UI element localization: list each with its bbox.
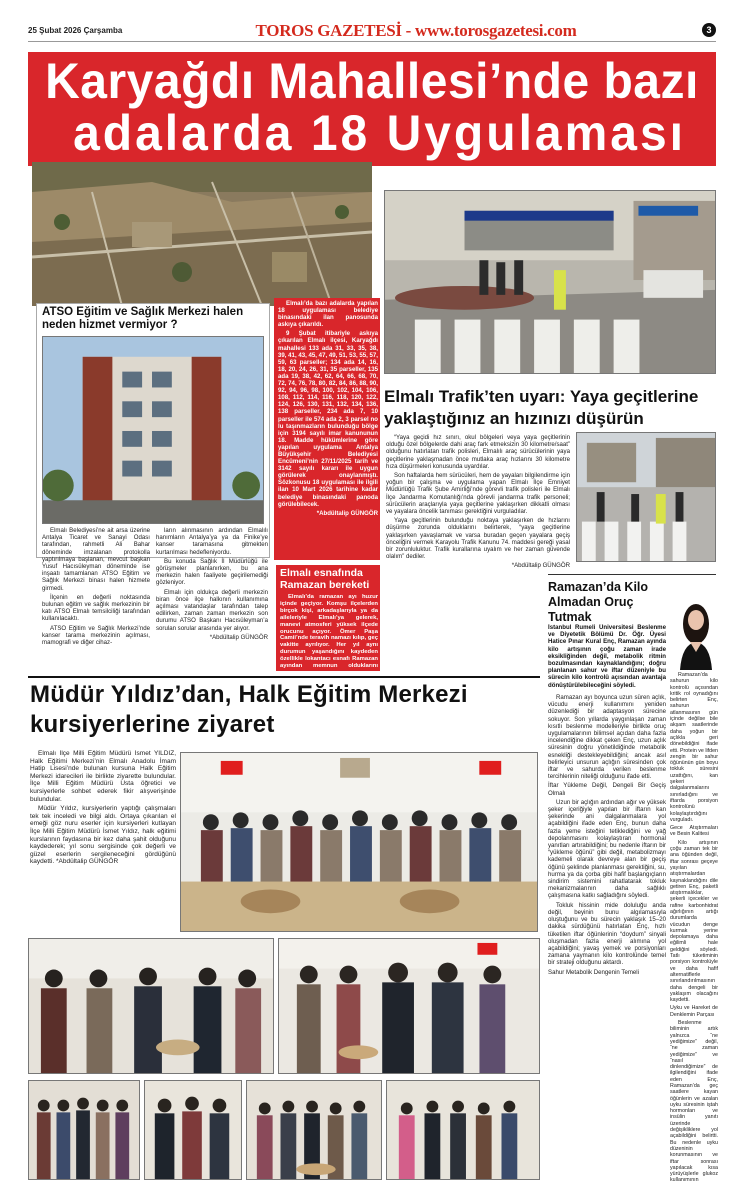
ramazan-col1-p1: Ramazan ayı boyunca uzun süren açlık, vücudu enerji kullanımını yeniden düzenlediği bir adaptasyon sürecine sokuyor. Son yıllarda yaygınlaşan zaman kısıtlı beslenme modelleriyle birlikte oruç uygulamalarının bilimsel açıdan daha fazla incelendiğine dikkat çeken Enç, uzun açlık süresinin doğru yönetildiğinde metabolik esnekliği destekleyebildiğini; ancak asıl belirleyici unsurun açlığın süresinden çok iftar ve sahurda verilen beslenme tercihlerinin niteliği olduğunu ifade etti. <box>548 694 666 781</box>
egitim-p1: Elmalı İlçe Milli Eğitim Müdürü İsmet YILDIZ, Halk Eğitimi Merkezi’nin Elmalı Anadolu İmam Hatip Lisesi’nde bulunan kursuna Halk Eğitim Merkezi idarecileri ile birlikte ziyarette bulundular. İlçe Milli Eğitim Müdürü Usta öğretici ve kursiyerlerle sohbet ederek fikir alışverişinde bulundular. <box>30 750 176 803</box>
main-story-p1: Elmalı’da bazı adalarda yapılan 18 uygulaması belediye binasındaki ilan panosunda askıya çıkarıldı. <box>278 300 378 329</box>
atso-col2 <box>156 527 268 667</box>
strip-photo-1 <box>28 1080 140 1180</box>
trafik-p1: “Yaya geçidi hız sınırı, okul bölgeleri veya yaya geçitlerinin olduğu özel bölgelerde dahi araç fark etmeksizin 30 kilometre/saat” olduğunu hatırlatan trafik polisleri, Elmalılı araç sürücülerinin yaya geçitlerine yaklaşmadan önce mutlaka araç hızlarını 30 kilometre hıza düşürmeleri konusunda uyardılar. <box>386 434 570 470</box>
atso-title: ATSO Eğitim ve Sağlık Merkezi halen neden hizmet vermiyor ? <box>42 306 244 331</box>
egitim-body <box>30 750 176 936</box>
ramazan-col2-h1: Gece Atıştırmaları ve Besin Kalitesi <box>670 825 718 838</box>
trafik-p3: Yaya geçitlerinin bulunduğu noktaya yaklaşırken de hızlarını düşürme zorunda olduklarını belirterek, “yaya geçitlerine yaklaşırken yavaşlamak ve varsa buradan geçen yayalara geçiş önceliğini vermek Karayolu Trafik Kanunu 74. maddesi gereği yasal bir zorunluluktur. Trafik kurallarına uyalım ve her zaman güvende olalım” dediler. <box>386 517 570 561</box>
doctor-portrait-photo <box>676 594 716 670</box>
atso-col1-p3: ATSO Eğitim ve Sağlık Merkezi’nde kanser tarama merkezinin açılması, mamografi ve diğer cihaz- <box>42 624 150 647</box>
ramazan-col1-h2: Sahur Metabolik Dengenin Temeli <box>548 968 640 976</box>
atso-col1 <box>42 527 150 667</box>
ramazan-col2-p2: Kilo artışının çoğu zaman tek bir ana öğünden değil, iftar sonrası geçeye yayılan atıştırmalardan kaynaklandığını dile getiren Enç, paketli atıştırmalıklar, şekerli içecekler ve rafine karbonhidrat ağırlığının artığı durumlarda vücudun denge kurmak yerine depolamaya daha eğilimli hale geldiğini söyledi. Tatlı tüketiminin porsiyon kontrolüyle ve daha hafif alternatiflerle sınırlandırılmasının daha dengeli bir yaklaşım olacağını kaydetti. <box>670 839 718 1004</box>
atso-col1-p2: İlçenin en değerli noktasında bulunan eğitim ve sağlık merkezinin bir katı ATSO Elmalı temsilciliği tarafından kullanılacaktı. <box>42 593 150 623</box>
trafik-p2: Son haftalarda hem sürücüleri, hem de yayaları bilgilendirme için yoğun bir çalışma ve uygulama yapan Elmalı İlçe Emniyet Müdürlüğü Trafik Şube Amirliği’nde görevli trafik polisleri ile Elmalı İlçe Jandarma Komutanlığı’nda görevli jandarma trafik personeli; sürücülerin araçlarıyla yaya geçitlerine yaklaşırken dikkatli olması ve yayalara öncelik tanıması gerektiğini vurguladılar. <box>386 472 570 516</box>
trafik-title: Elmalı Trafik’ten uyarı: Yaya geçitlerine yaklaştığınız an hızınızı düşürün <box>384 387 699 428</box>
ramazan-col2 <box>670 672 718 1182</box>
egitim-top-rule <box>28 676 540 678</box>
atso-col1-p1: Elmalı Belediyesi’ne ait arsa üzerine Antalya Ticaret ve Sanayi Odası tarafından, rahmetli Ali Bahar döneminde imzalanan protokolla yaptırılmaya başlanan, mevcut başkan Yusuf Hacısüleyman döneminde ise inşaatı tamamlanan ATSO Eğitim ve Sağlık Merkezi binası halen hizmete girmedi. <box>42 527 150 592</box>
atso-col2-p3: Elmalı için oldukça değerli merkezin biran önce ilçe halkının kullanımına açılması vatandaşlar tarafından talep edilirken, zaman zaman merkezin son durumu ATSO Başkanı Hacısüleyman’a sorulan sorular arasında yer alıyor. <box>156 588 268 632</box>
ramazan-col1 <box>548 694 666 1180</box>
egitim-title-line1: Müdür Yıldız’dan, Halk Eğitim Merkezi <box>30 681 468 708</box>
aerial-map-photo <box>32 162 372 306</box>
egitim-title-line2: kursiyerlerine ziyaret <box>30 711 275 738</box>
esnaf-title: Elmalı esnafında Ramazan bereketi <box>280 567 370 591</box>
ramazan-col2-p3: Beslenme biliminin artık yalnızca “ne yediğimize” değil, “ne zaman yediğimize” ve “nasıl dinlendiğimize” de ilgilendiğini ifade eden Enç, Ramazan’da geç saatlere kayan öğünlerin ve azalan uyku süresinin iştah hormonları ve insülin yanıtı üzerinde değişikliklere yol açabildiğini belirtti. Bu nedenle uyku düzeninin korunmasının ve iftar sonrası yapılacak kısa yürüyüşlerle glukoz kullanımının <box>670 1020 718 1182</box>
trafik-byline: *Abdültalip GÜNGÖR <box>511 562 570 570</box>
ramazan-col2-h2: Uyku ve Hareket de Denklemin Parçası <box>670 1005 718 1018</box>
egitim-title <box>30 680 540 740</box>
atso-building-photo <box>42 336 264 524</box>
officials-standing-photo <box>278 938 540 1074</box>
strip-photo-2 <box>144 1080 242 1180</box>
traffic-officer-photo <box>576 432 716 562</box>
strip-photo-3 <box>246 1080 382 1180</box>
main-headline-line2: adalarda 18 Uygulaması <box>73 105 686 162</box>
ramazan-title: Ramazan’da Kilo Almadan Oruç Tutmak <box>548 580 649 624</box>
esnaf-body <box>280 594 378 670</box>
trafik-body <box>386 434 570 600</box>
group-classroom-photo <box>180 752 538 932</box>
main-headline <box>28 52 716 166</box>
masthead[interactable]: TOROS GAZETESİ - www.torosgazetesi.com <box>255 21 577 40</box>
main-story-body <box>278 300 378 562</box>
atso-col2-p1: ların alınmasının ardından Elmalılı hanımların Antalya’ya ya da Finike’ye kanser taramasına gitmekten kurtarılması hedefleniyordu. <box>156 527 268 556</box>
main-headline-line1: Karyağdı Mahallesi’nde bazı <box>45 53 699 110</box>
atso-col2-p2: Bu konuda Sağlık İl Müdürlüğü ile görüşmeler planlanırken, bu ana merkezin halen faaliyete geçirilemediği gözleniyor. <box>156 557 268 587</box>
main-story-byline: *Abdültalip GÜNGÖR <box>316 509 378 517</box>
header-bar <box>28 22 716 42</box>
ramazan-top-rule <box>548 574 716 575</box>
esnaf-p1: Elmalı’da ramazan ayı huzur içinde geçiyor. Komşu ilçelerden birçok kişi, arkadaşlarıyla ya da aileleriyle Elmalı’ya gelerek, manevi atmosferi yüksek ilçede orucunu açıyor. Ömer Paşa Camii’nde teravih namazı kılıp, geç vakitte ayrılıyor. Her yıl aynı durumun yaşandığını kaydeden özellikle lokantacı esnafı Ramazan ayından memnun olduklarını <box>280 594 378 670</box>
ramazan-col1-p2: Uzun bir açlığın ardından ağır ve yüksek şeker içeriğiyle yapılan bir iftarın kan şekerinde ani dalgalanmalara yol açabildiğini ifade eden Enç, bunun daha fazla yeme isteğini tetiklediğini ve yağ depolanmasını kolaylaştıran hormonal yanıtları artırabildiğini; bu nedenle iftarın bir “yükleme öğünü” gibi değil, metabolizmayı kademeli olarak devreye alan bir geçiş öğünü şeklinde planlanması gerektiğini, su, hurma ya da çorba gibi hafif başlangıçların sindirim sistemini rahatlatarak tokluk mekanizmalarının daha sağlıklı çalışmasına katkı sağladığını söyledi. <box>548 798 666 900</box>
ramazan-col1-p3: Tokluk hissinin mide doluluğu anda değil, beyinin bunu algılamasıyla oluştuğunu ve bu sürecin yaklaşık 15–20 dakika sürdüğünü hatırlatan Enç, hızlı tüketilen iftar öğünlerinin “doydum” sinyali oluşmadan fazla enerji alımına yol açabildiğini; yavaş yemek ve porsiyonları zamana yaymanın kilo kontrolünde temel bir strateji olduğunu aktardı. <box>548 901 666 967</box>
strip-photo-4 <box>386 1080 540 1180</box>
ramazan-col2-p1: Ramazan’da sahurun kilo kontrolü açısından kritik rol oynadığını belirten Enç, sahurun atlanmasının gün içinde değilse bile akşam saatlerinde daha yoğun bir açlıkla geri dönebildiğini ifade etti. Protein ve lifden zengin bir sahur öğününün gün boyu tokluk süresini uzattığını, kan şekeri dalgalanmalarını sınırladığını ve iftarda porsiyon kontrolünü kolaylaştırdığını vurguladı. <box>670 672 718 823</box>
ramazan-col1-h1: İftar Yükleme Değil, Dengeli Bir Geçiş Olmalı <box>548 782 666 797</box>
page-number: 3 <box>702 23 716 37</box>
issue-date: 25 Şubat 2026 Çarşamba <box>28 26 123 35</box>
atso-byline: *Abdültalip GÜNGÖR <box>209 633 268 641</box>
egitim-p2: Müdür Yıldız, kursiyerlerin yaptığı çalışmaları tek tek inceledi ve bilgi aldı. Ortaya çıkarılan el emeği göz nuru eserler için kursiyerleri kutlayan İlçe Milli Eğitim Müdürü İsmet Yıldız, halk eğitimi kurslarının faydasına bir kez daha şahit olduğunu kaydederek; yıl sonu sergisinde çok değerli ve güzel eserlerin sergileneceğini gördüğünü kaydetti. *Abdültalip GÜNGÖR <box>30 805 176 866</box>
visit-handshake-photo <box>28 938 274 1074</box>
main-story-p2: 9 Şubat itibariyle askıya çıkarılan Elmalı ilçesi, Karyağdı mahallesi 133 ada 31, 33, 35, 38, 39, 41, 43, 45, 47, 49, 51, 53, 55, 57, 59, 63 parseller; 134 ada 14, 16, 18, 20, 24, 26, 31, 35 parseller, 135 ada 19, 38, 42, 62, 64, 66, 68, 70, 72, 74, 76, 78, 80, 82, 84, 86, 88, 90, 92, 94, 96, 98, 100, 102, 104, 106, 108, 112, 114, 116, 118, 120, 122, 124, 126, 130, 131, 132, 134, 136, 138 parseller, 234 ada 7, 10 parseller ile 574 ada 2, 3 parsel no lu taşınmazların bulunduğu bölge için 3194 sayılı imar kanununun 18. Madde hükümlerine göre yapılan uygulama Antalya Büyükşehir Belediyesi Encümeni’nin 27/11/2025 tarih ve 3142 sayılı kararı ile uygun görülerek onaylanmıştı. Sözkonusu 18 uygulaması ile ilgili ilan 10 Mart 2026 tarihine kadar belediye binasındaki panoda görülebilecek. <box>278 330 378 508</box>
ramazan-lead: İstanbul Rumeli Üniversitesi Beslenme ve Diyetetik Bölümü Dr. Öğr. Üyesi Hatice Pınar Kural Enç, Ramazan ayında kilo artışının çoğu zaman irade eksikliğinden değil, metabolik ritmin bozulmasından kaynaklandığını; doğru planlanan sahur ve iftar düzeniyle bu sürecin kilo kontrolü açısından avantaja dönüştürülebileceğini söyledi. <box>548 624 666 689</box>
traffic-crosswalk-photo <box>384 190 716 374</box>
